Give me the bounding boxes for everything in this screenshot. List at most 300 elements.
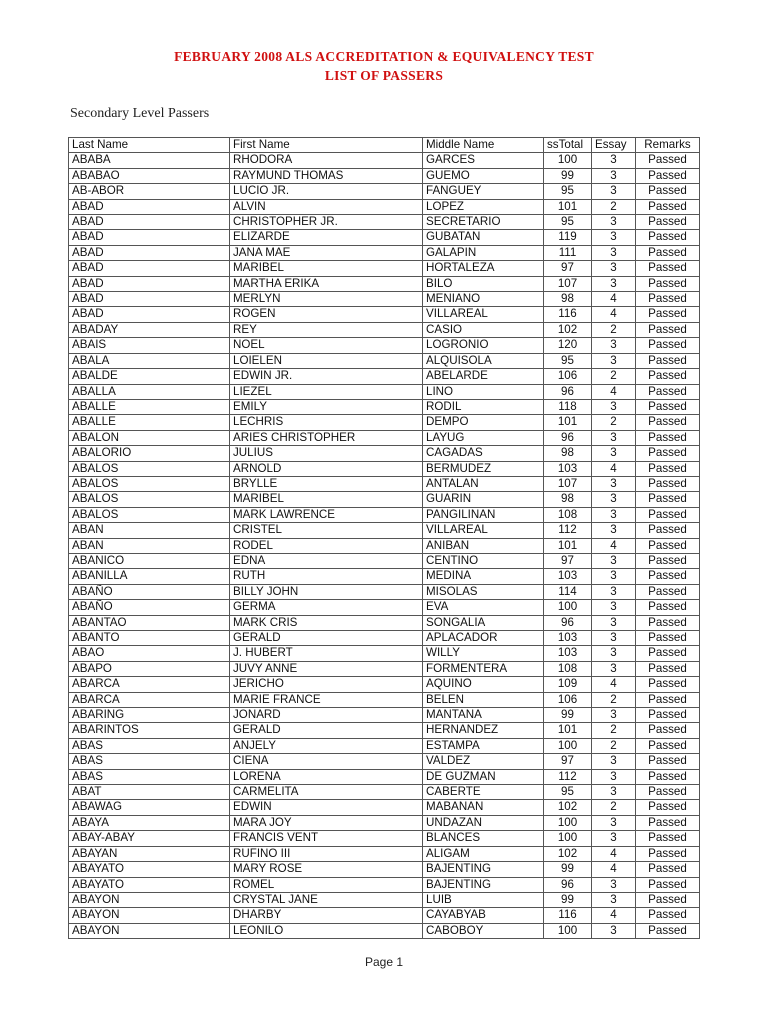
sstotal-cell: 99: [544, 862, 592, 877]
last-name-cell: ABAD: [69, 276, 230, 291]
table-row: [69, 615, 700, 630]
last-name-cell: ABAN: [69, 523, 230, 538]
middle-name-cell: MABANAN: [423, 800, 544, 815]
table-body: [69, 153, 700, 939]
remarks-cell: Passed: [636, 692, 700, 707]
last-name-cell: ABALOS: [69, 507, 230, 522]
last-name-cell: ABADAY: [69, 322, 230, 337]
sstotal-cell: 103: [544, 646, 592, 661]
middle-name-cell: RODIL: [423, 399, 544, 414]
sstotal-cell: 95: [544, 184, 592, 199]
middle-name-cell: LOPEZ: [423, 199, 544, 214]
essay-cell: 2: [592, 692, 636, 707]
essay-cell: 3: [592, 168, 636, 183]
sstotal-cell: 102: [544, 846, 592, 861]
first-name-cell: MARA JOY: [230, 815, 423, 830]
first-name-cell: GERALD: [230, 723, 423, 738]
sstotal-cell: 106: [544, 369, 592, 384]
essay-cell: 4: [592, 908, 636, 923]
essay-cell: 3: [592, 923, 636, 938]
remarks-cell: Passed: [636, 184, 700, 199]
essay-cell: 3: [592, 230, 636, 245]
table-row: [69, 199, 700, 214]
sstotal-cell: 96: [544, 615, 592, 630]
middle-name-cell: WILLY: [423, 646, 544, 661]
remarks-cell: Passed: [636, 415, 700, 430]
first-name-cell: JANA MAE: [230, 245, 423, 260]
sstotal-cell: 111: [544, 245, 592, 260]
last-name-cell: ABAT: [69, 785, 230, 800]
first-name-cell: RUFINO III: [230, 846, 423, 861]
sstotal-cell: 98: [544, 446, 592, 461]
middle-name-cell: GALAPIN: [423, 245, 544, 260]
first-name-cell: LOIELEN: [230, 353, 423, 368]
remarks-cell: Passed: [636, 862, 700, 877]
last-name-cell: ABAD: [69, 261, 230, 276]
sstotal-cell: 108: [544, 661, 592, 676]
first-name-cell: MARIBEL: [230, 492, 423, 507]
last-name-cell: ABANILLA: [69, 569, 230, 584]
sstotal-cell: 96: [544, 877, 592, 892]
essay-cell: 3: [592, 631, 636, 646]
first-name-cell: BRYLLE: [230, 476, 423, 491]
last-name-cell: ABAYATO: [69, 862, 230, 877]
first-name-cell: CRISTEL: [230, 523, 423, 538]
last-name-cell: ABAS: [69, 754, 230, 769]
table-row: [69, 646, 700, 661]
table-row: [69, 661, 700, 676]
remarks-cell: Passed: [636, 153, 700, 168]
middle-name-cell: DEMPO: [423, 415, 544, 430]
first-name-cell: MARIE FRANCE: [230, 692, 423, 707]
first-name-cell: GERALD: [230, 631, 423, 646]
last-name-cell: ABAD: [69, 230, 230, 245]
remarks-cell: Passed: [636, 600, 700, 615]
sstotal-cell: 107: [544, 476, 592, 491]
last-name-cell: ABAÑO: [69, 584, 230, 599]
first-name-cell: ANJELY: [230, 738, 423, 753]
table-row: [69, 908, 700, 923]
last-name-cell: ABAS: [69, 769, 230, 784]
remarks-cell: Passed: [636, 800, 700, 815]
first-name-cell: EDWIN: [230, 800, 423, 815]
last-name-cell: ABAYAN: [69, 846, 230, 861]
middle-name-cell: HORTALEZA: [423, 261, 544, 276]
first-name-cell: BILLY JOHN: [230, 584, 423, 599]
remarks-cell: Passed: [636, 584, 700, 599]
table-row: [69, 322, 700, 337]
first-name-cell: ARIES CHRISTOPHER: [230, 430, 423, 445]
column-header-first-name: First Name: [230, 138, 423, 153]
document-subtitle: LIST OF PASSERS: [324, 68, 444, 83]
sstotal-cell: 97: [544, 261, 592, 276]
last-name-cell: ABAWAG: [69, 800, 230, 815]
essay-cell: 3: [592, 877, 636, 892]
table-row: [69, 245, 700, 260]
first-name-cell: JONARD: [230, 708, 423, 723]
sstotal-cell: 108: [544, 507, 592, 522]
remarks-cell: Passed: [636, 199, 700, 214]
middle-name-cell: BELEN: [423, 692, 544, 707]
middle-name-cell: HERNANDEZ: [423, 723, 544, 738]
document-title: FEBRUARY 2008 ALS ACCREDITATION & EQUIVALENCY TEST: [174, 49, 594, 64]
remarks-cell: Passed: [636, 769, 700, 784]
essay-cell: 4: [592, 862, 636, 877]
last-name-cell: ABALOS: [69, 461, 230, 476]
essay-cell: 3: [592, 153, 636, 168]
passers-table: [68, 137, 700, 939]
table-row: [69, 738, 700, 753]
last-name-cell: ABALLA: [69, 384, 230, 399]
essay-cell: 4: [592, 538, 636, 553]
table-row: [69, 184, 700, 199]
first-name-cell: MARIBEL: [230, 261, 423, 276]
last-name-cell: ABALA: [69, 353, 230, 368]
sstotal-cell: 100: [544, 738, 592, 753]
first-name-cell: JERICHO: [230, 677, 423, 692]
first-name-cell: JULIUS: [230, 446, 423, 461]
first-name-cell: CARMELITA: [230, 785, 423, 800]
table-row: [69, 292, 700, 307]
essay-cell: 3: [592, 507, 636, 522]
remarks-cell: Passed: [636, 292, 700, 307]
middle-name-cell: ESTAMPA: [423, 738, 544, 753]
first-name-cell: REY: [230, 322, 423, 337]
table-row: [69, 384, 700, 399]
first-name-cell: NOEL: [230, 338, 423, 353]
sstotal-cell: 116: [544, 908, 592, 923]
middle-name-cell: BERMUDEZ: [423, 461, 544, 476]
table-row: [69, 553, 700, 568]
last-name-cell: ABANICO: [69, 553, 230, 568]
essay-cell: 3: [592, 184, 636, 199]
essay-cell: 3: [592, 215, 636, 230]
last-name-cell: ABALORIO: [69, 446, 230, 461]
middle-name-cell: ALIGAM: [423, 846, 544, 861]
last-name-cell: ABALOS: [69, 476, 230, 491]
last-name-cell: AB-ABOR: [69, 184, 230, 199]
last-name-cell: ABARINTOS: [69, 723, 230, 738]
table-row: [69, 153, 700, 168]
remarks-cell: Passed: [636, 476, 700, 491]
sstotal-cell: 100: [544, 923, 592, 938]
last-name-cell: ABABAO: [69, 168, 230, 183]
sstotal-cell: 101: [544, 723, 592, 738]
remarks-cell: Passed: [636, 892, 700, 907]
middle-name-cell: CAYABYAB: [423, 908, 544, 923]
sstotal-cell: 106: [544, 692, 592, 707]
table-row: [69, 692, 700, 707]
essay-cell: 3: [592, 584, 636, 599]
last-name-cell: ABAD: [69, 215, 230, 230]
last-name-cell: ABAÑO: [69, 600, 230, 615]
essay-cell: 3: [592, 785, 636, 800]
essay-cell: 2: [592, 800, 636, 815]
middle-name-cell: LUIB: [423, 892, 544, 907]
middle-name-cell: GARCES: [423, 153, 544, 168]
middle-name-cell: MEDINA: [423, 569, 544, 584]
essay-cell: 3: [592, 769, 636, 784]
remarks-cell: Passed: [636, 908, 700, 923]
essay-cell: 3: [592, 476, 636, 491]
remarks-cell: Passed: [636, 430, 700, 445]
table-row: [69, 461, 700, 476]
table-row: [69, 276, 700, 291]
column-header-sstotal: ssTotal: [544, 138, 592, 153]
remarks-cell: Passed: [636, 261, 700, 276]
middle-name-cell: LOGRONIO: [423, 338, 544, 353]
essay-cell: 3: [592, 338, 636, 353]
essay-cell: 3: [592, 708, 636, 723]
first-name-cell: CHRISTOPHER JR.: [230, 215, 423, 230]
table-row: [69, 168, 700, 183]
last-name-cell: ABAYA: [69, 815, 230, 830]
middle-name-cell: CABERTE: [423, 785, 544, 800]
remarks-cell: Passed: [636, 723, 700, 738]
sstotal-cell: 102: [544, 800, 592, 815]
middle-name-cell: DE GUZMAN: [423, 769, 544, 784]
remarks-cell: Passed: [636, 569, 700, 584]
table-row: [69, 584, 700, 599]
essay-cell: 3: [592, 430, 636, 445]
sstotal-cell: 109: [544, 677, 592, 692]
essay-cell: 3: [592, 353, 636, 368]
sstotal-cell: 116: [544, 307, 592, 322]
essay-cell: 3: [592, 261, 636, 276]
section-heading: Secondary Level Passers: [70, 106, 210, 121]
middle-name-cell: ANTALAN: [423, 476, 544, 491]
table-row: [69, 862, 700, 877]
essay-cell: 3: [592, 492, 636, 507]
remarks-cell: Passed: [636, 738, 700, 753]
essay-cell: 3: [592, 276, 636, 291]
table-row: [69, 476, 700, 491]
table-row: [69, 230, 700, 245]
essay-cell: 3: [592, 569, 636, 584]
table-row: [69, 492, 700, 507]
table-row: [69, 831, 700, 846]
remarks-cell: Passed: [636, 785, 700, 800]
essay-cell: 3: [592, 553, 636, 568]
sstotal-cell: 102: [544, 322, 592, 337]
last-name-cell: ABABA: [69, 153, 230, 168]
table-row: [69, 677, 700, 692]
first-name-cell: MERLYN: [230, 292, 423, 307]
first-name-cell: J. HUBERT: [230, 646, 423, 661]
essay-cell: 2: [592, 199, 636, 214]
middle-name-cell: EVA: [423, 600, 544, 615]
first-name-cell: LECHRIS: [230, 415, 423, 430]
essay-cell: 4: [592, 461, 636, 476]
middle-name-cell: MENIANO: [423, 292, 544, 307]
middle-name-cell: GUBATAN: [423, 230, 544, 245]
sstotal-cell: 118: [544, 399, 592, 414]
sstotal-cell: 103: [544, 569, 592, 584]
table-row: [69, 708, 700, 723]
middle-name-cell: LAYUG: [423, 430, 544, 445]
essay-cell: 4: [592, 384, 636, 399]
first-name-cell: MARK CRIS: [230, 615, 423, 630]
table-row: [69, 215, 700, 230]
first-name-cell: ALVIN: [230, 199, 423, 214]
essay-cell: 4: [592, 307, 636, 322]
remarks-cell: Passed: [636, 353, 700, 368]
remarks-cell: Passed: [636, 446, 700, 461]
middle-name-cell: ABELARDE: [423, 369, 544, 384]
last-name-cell: ABALLE: [69, 399, 230, 414]
sstotal-cell: 95: [544, 215, 592, 230]
middle-name-cell: ALQUISOLA: [423, 353, 544, 368]
column-header-middle-name: Middle Name: [423, 138, 544, 153]
last-name-cell: ABALLE: [69, 415, 230, 430]
remarks-cell: Passed: [636, 831, 700, 846]
middle-name-cell: AQUINO: [423, 677, 544, 692]
middle-name-cell: VALDEZ: [423, 754, 544, 769]
last-name-cell: ABARING: [69, 708, 230, 723]
sstotal-cell: 96: [544, 384, 592, 399]
essay-cell: 3: [592, 646, 636, 661]
last-name-cell: ABAN: [69, 538, 230, 553]
essay-cell: 3: [592, 615, 636, 630]
remarks-cell: Passed: [636, 507, 700, 522]
last-name-cell: ABAD: [69, 199, 230, 214]
table-row: [69, 800, 700, 815]
last-name-cell: ABARCA: [69, 692, 230, 707]
remarks-cell: Passed: [636, 815, 700, 830]
sstotal-cell: 112: [544, 769, 592, 784]
table-row: [69, 369, 700, 384]
first-name-cell: RUTH: [230, 569, 423, 584]
sstotal-cell: 97: [544, 754, 592, 769]
last-name-cell: ABAYATO: [69, 877, 230, 892]
essay-cell: 3: [592, 600, 636, 615]
remarks-cell: Passed: [636, 523, 700, 538]
table-row: [69, 631, 700, 646]
sstotal-cell: 99: [544, 708, 592, 723]
essay-cell: 2: [592, 369, 636, 384]
essay-cell: 3: [592, 245, 636, 260]
table-row: [69, 415, 700, 430]
last-name-cell: ABALON: [69, 430, 230, 445]
essay-cell: 4: [592, 677, 636, 692]
column-header-last-name: Last Name: [69, 138, 230, 153]
table-row: [69, 538, 700, 553]
remarks-cell: Passed: [636, 646, 700, 661]
remarks-cell: Passed: [636, 307, 700, 322]
middle-name-cell: VILLAREAL: [423, 307, 544, 322]
table-row: [69, 923, 700, 938]
table-row: [69, 877, 700, 892]
sstotal-cell: 112: [544, 523, 592, 538]
table-row: [69, 600, 700, 615]
remarks-cell: Passed: [636, 677, 700, 692]
column-header-remarks: Remarks: [636, 138, 700, 153]
remarks-cell: Passed: [636, 215, 700, 230]
table-row: [69, 507, 700, 522]
sstotal-cell: 96: [544, 430, 592, 445]
middle-name-cell: CENTINO: [423, 553, 544, 568]
first-name-cell: GERMA: [230, 600, 423, 615]
sstotal-cell: 97: [544, 553, 592, 568]
essay-cell: 3: [592, 754, 636, 769]
essay-cell: 2: [592, 322, 636, 337]
middle-name-cell: FANGUEY: [423, 184, 544, 199]
sstotal-cell: 103: [544, 631, 592, 646]
remarks-cell: Passed: [636, 369, 700, 384]
table-row: [69, 815, 700, 830]
remarks-cell: Passed: [636, 322, 700, 337]
table-row: [69, 353, 700, 368]
essay-cell: 2: [592, 723, 636, 738]
first-name-cell: MARTHA ERIKA: [230, 276, 423, 291]
middle-name-cell: UNDAZAN: [423, 815, 544, 830]
essay-cell: 3: [592, 815, 636, 830]
first-name-cell: LEONILO: [230, 923, 423, 938]
last-name-cell: ABAD: [69, 245, 230, 260]
sstotal-cell: 101: [544, 415, 592, 430]
remarks-cell: Passed: [636, 461, 700, 476]
first-name-cell: EMILY: [230, 399, 423, 414]
first-name-cell: RAYMUND THOMAS: [230, 168, 423, 183]
first-name-cell: RHODORA: [230, 153, 423, 168]
table-row: [69, 723, 700, 738]
table-row: [69, 785, 700, 800]
table-row: [69, 754, 700, 769]
table-row: [69, 399, 700, 414]
sstotal-cell: 98: [544, 292, 592, 307]
first-name-cell: ARNOLD: [230, 461, 423, 476]
sstotal-cell: 114: [544, 584, 592, 599]
sstotal-cell: 95: [544, 785, 592, 800]
last-name-cell: ABAD: [69, 307, 230, 322]
sstotal-cell: 119: [544, 230, 592, 245]
sstotal-cell: 95: [544, 353, 592, 368]
essay-cell: 3: [592, 399, 636, 414]
sstotal-cell: 107: [544, 276, 592, 291]
last-name-cell: ABAYON: [69, 892, 230, 907]
last-name-cell: ABARCA: [69, 677, 230, 692]
sstotal-cell: 100: [544, 831, 592, 846]
middle-name-cell: CABOBOY: [423, 923, 544, 938]
middle-name-cell: CASIO: [423, 322, 544, 337]
sstotal-cell: 101: [544, 538, 592, 553]
remarks-cell: Passed: [636, 276, 700, 291]
last-name-cell: ABAY-ABAY: [69, 831, 230, 846]
last-name-cell: ABAIS: [69, 338, 230, 353]
first-name-cell: CRYSTAL JANE: [230, 892, 423, 907]
column-header-essay: Essay: [592, 138, 636, 153]
remarks-cell: Passed: [636, 846, 700, 861]
first-name-cell: ROMEL: [230, 877, 423, 892]
last-name-cell: ABAYON: [69, 923, 230, 938]
essay-cell: 2: [592, 415, 636, 430]
middle-name-cell: PANGILINAN: [423, 507, 544, 522]
last-name-cell: ABALOS: [69, 492, 230, 507]
first-name-cell: CIENA: [230, 754, 423, 769]
first-name-cell: JUVY ANNE: [230, 661, 423, 676]
first-name-cell: EDWIN JR.: [230, 369, 423, 384]
page-number: Page 1: [364, 955, 404, 969]
first-name-cell: MARY ROSE: [230, 862, 423, 877]
middle-name-cell: GUARIN: [423, 492, 544, 507]
sstotal-cell: 100: [544, 153, 592, 168]
last-name-cell: ABAD: [69, 292, 230, 307]
table-row: [69, 523, 700, 538]
middle-name-cell: MISOLAS: [423, 584, 544, 599]
remarks-cell: Passed: [636, 661, 700, 676]
middle-name-cell: ANIBAN: [423, 538, 544, 553]
middle-name-cell: BAJENTING: [423, 877, 544, 892]
